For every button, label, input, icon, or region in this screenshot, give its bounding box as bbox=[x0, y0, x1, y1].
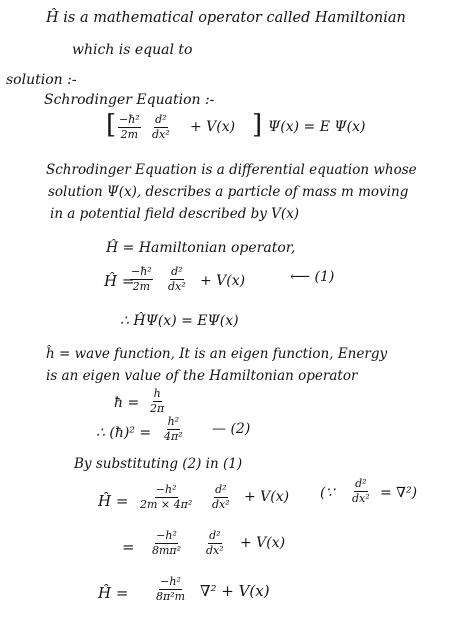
intro-line-1: Ĥ is a mathematical operator called Hamiltonian bbox=[46, 10, 406, 26]
coefficient-numerator: −h² bbox=[155, 483, 177, 496]
equation-rhs: Ψ(x) = E Ψ(x) bbox=[268, 119, 366, 135]
coefficient-numerator: −ħ² bbox=[131, 265, 152, 278]
hamiltonian-lhs: Ĥ = bbox=[104, 272, 135, 290]
coefficient-denominator: 2m bbox=[132, 280, 151, 293]
derivative-numerator: d² bbox=[209, 529, 221, 542]
intro-line-2: which is equal to bbox=[72, 42, 193, 58]
coefficient-numerator: −ħ² bbox=[119, 113, 140, 126]
coefficient-fraction bbox=[130, 266, 153, 293]
paragraph-line-1: Schrodinger Equation is a differential equation whose bbox=[46, 162, 417, 178]
derivative-denominator: dx² bbox=[206, 544, 224, 557]
coefficient-denominator: 2m bbox=[120, 128, 139, 141]
close-bracket: ] bbox=[252, 110, 263, 140]
hamiltonian-lhs: Ĥ = bbox=[98, 492, 129, 510]
hbar-squared-fraction bbox=[164, 416, 183, 443]
wave-function-note-line-1: ĥ = wave function, It is an eigen function, Energy bbox=[46, 346, 388, 362]
potential-term: + V(x) bbox=[190, 119, 236, 135]
coefficient-numerator: −h² bbox=[160, 575, 181, 588]
derivative-denominator: dx² bbox=[212, 498, 230, 511]
laplacian-note-denominator: dx² bbox=[352, 492, 370, 505]
substituting-line: By substituting (2) in (1) bbox=[74, 456, 243, 472]
hbar-numerator: h bbox=[153, 387, 161, 400]
potential-term: + V(x) bbox=[240, 535, 286, 551]
coefficient-numerator: −h² bbox=[156, 529, 177, 542]
derivative-denominator: dx² bbox=[168, 280, 186, 293]
second-derivative-fraction bbox=[206, 530, 224, 557]
hbar-fraction bbox=[150, 388, 164, 415]
coefficient-fraction bbox=[118, 114, 141, 141]
schrodinger-equation-label: Schrodinger Equation :- bbox=[44, 92, 215, 108]
laplacian-note-prefix: (∵ bbox=[320, 485, 335, 501]
coefficient-fraction bbox=[152, 530, 181, 557]
paragraph-line-3: in a potential field described by V(x) bbox=[50, 206, 300, 222]
coefficient-fraction bbox=[156, 576, 185, 603]
hbar-denominator: 2π bbox=[150, 402, 165, 415]
derivative-numerator: d² bbox=[171, 265, 183, 278]
derivative-denominator: dx² bbox=[152, 128, 170, 141]
second-derivative-fraction bbox=[212, 484, 230, 511]
wave-function-note-line-2: is an eigen value of the Hamiltonian operator bbox=[46, 368, 358, 384]
coefficient-denominator: 2m × 4π² bbox=[140, 498, 193, 511]
coefficient-denominator: 8π²m bbox=[156, 590, 186, 603]
potential-term: + V(x) bbox=[200, 273, 246, 289]
second-derivative-fraction bbox=[152, 114, 170, 141]
open-bracket: [ bbox=[106, 110, 117, 140]
laplacian-note-fraction bbox=[352, 478, 370, 505]
hbar-squared-lhs: ∴ (ħ)² = bbox=[96, 425, 152, 441]
laplacian-note-numerator: d² bbox=[355, 477, 367, 490]
laplacian-note-suffix: = ∇²) bbox=[380, 485, 418, 501]
hbar-squared-denominator: 4π² bbox=[164, 430, 183, 443]
hbar-squared-numerator: h² bbox=[167, 415, 180, 428]
equation-tag-2: — (2) bbox=[212, 421, 251, 437]
derivative-numerator: d² bbox=[155, 113, 167, 126]
hamiltonian-lhs: Ĥ = bbox=[98, 584, 129, 602]
hbar-lhs: ħ = bbox=[114, 395, 140, 411]
equation-tag-1: ⟵ (1) bbox=[290, 269, 335, 285]
coefficient-denominator: 8mπ² bbox=[152, 544, 182, 557]
potential-term: + V(x) bbox=[244, 489, 290, 505]
eigen-equation: ∴ ĤΨ(x) = EΨ(x) bbox=[120, 313, 239, 329]
hamiltonian-operator-definition: Ĥ = Hamiltonian operator, bbox=[106, 240, 296, 256]
coefficient-fraction bbox=[140, 484, 192, 511]
equals-sign: = bbox=[122, 538, 135, 556]
paragraph-line-2: solution Ψ(x), describes a particle of mass m moving bbox=[48, 184, 409, 200]
laplacian-potential-term: ∇² + V(x) bbox=[200, 582, 270, 600]
solution-label: solution :- bbox=[6, 72, 77, 88]
second-derivative-fraction bbox=[168, 266, 186, 293]
derivative-numerator: d² bbox=[215, 483, 227, 496]
